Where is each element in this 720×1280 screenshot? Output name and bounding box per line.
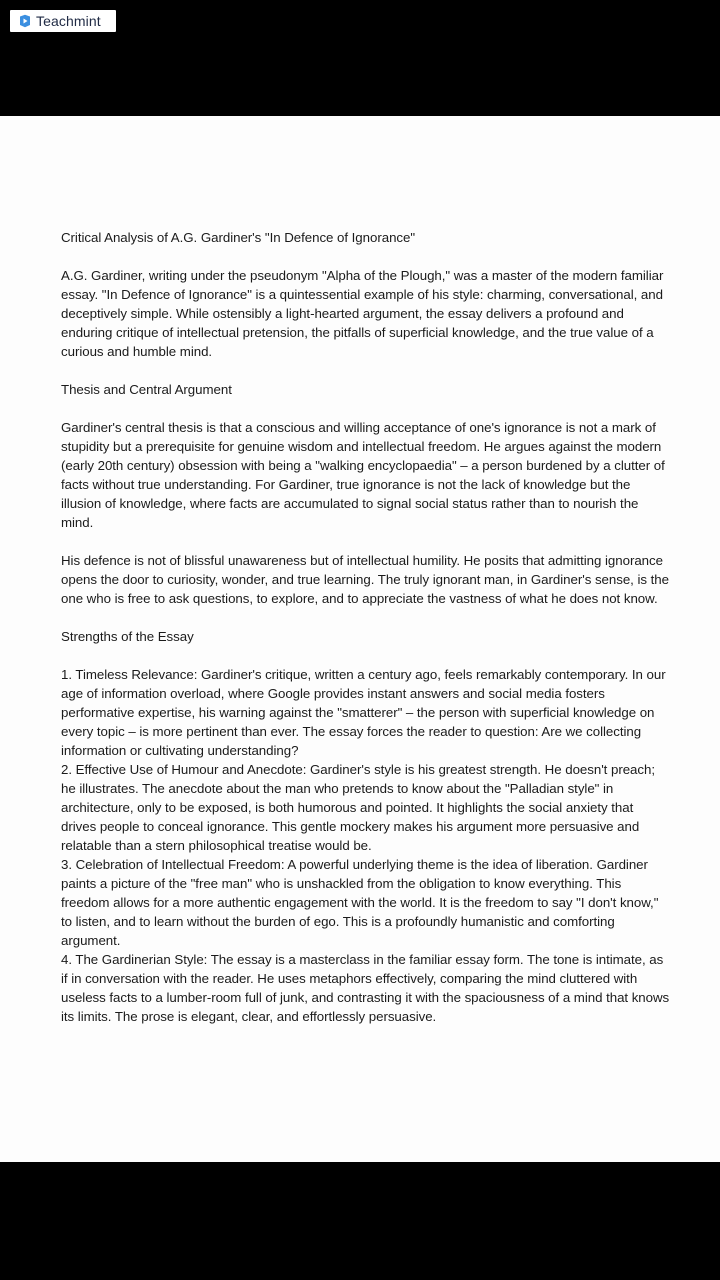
list-item: 1. Timeless Relevance: Gardiner's critique, written a century ago, feels remarkably contemporary. In our age of information overload, where Google provides instant answers and social media fosters performative expertise, his warning against the "smatterer" – the person with superficial knowledge on every topic – is more pertinent than ever. The essay forces the reader to question: Are we collecting information or cultivating understanding? bbox=[61, 667, 666, 758]
watermark-brand-text: Teachmint bbox=[36, 13, 101, 29]
list-item: 3. Celebration of Intellectual Freedom: A powerful underlying theme is the idea of liberation. Gardiner paints a picture of the "free man" who is unshackled from the obligation to know everything. This freedom allows for a more authentic engagement with the world. It is the freedom to say "I don't know," to listen, and to learn without the burden of ego. This is a profoundly humanistic and comforting argument. bbox=[61, 857, 659, 948]
top-letterbox bbox=[0, 0, 720, 116]
intro-paragraph: A.G. Gardiner, writing under the pseudonym "Alpha of the Plough," was a master of the modern familiar essay. "In Defence of Ignorance" is a quintessential example of his style: charming, conversational, and deceptively simple. While ostensibly a light-hearted argument, the essay delivers a profound and enduring critique of intellectual pretension, the pitfalls of superficial knowledge, and the true value of a curious and humble mind. bbox=[61, 268, 664, 359]
strengths-list bbox=[61, 665, 671, 1026]
list-item: 4. The Gardinerian Style: The essay is a masterclass in the familiar essay form. The tone is intimate, as if in conversation with the reader. He uses metaphors effectively, comparing the mind cluttered with useless facts to a lumber-room full of junk, and contrasting it with the spaciousness of a mind that knows its limits. The prose is elegant, clear, and effortlessly persuasive. bbox=[61, 952, 670, 1024]
thesis-paragraph-2: His defence is not of blissful unawareness but of intellectual humility. He posits that admitting ignorance opens the door to curiosity, wonder, and true learning. The truly ignorant man, in Gardiner's sense, is the one who is free to ask questions, to explore, and to appreciate the vastness of what he does not know. bbox=[61, 553, 669, 606]
teachmint-logo-icon bbox=[18, 14, 32, 28]
document-title: Critical Analysis of A.G. Gardiner's "In Defence of Ignorance" bbox=[61, 230, 416, 245]
section-heading-strengths: Strengths of the Essay bbox=[61, 629, 194, 644]
bottom-letterbox bbox=[0, 1162, 720, 1280]
list-item: 2. Effective Use of Humour and Anecdote: Gardiner's style is his greatest strength. He doesn't preach; he illustrates. The anecdote about the man who pretends to know about the "Palladian style" in architecture, only to be exposed, is both humorous and pointed. It highlights the social anxiety that drives people to conceal ignorance. This gentle mockery makes his argument more persuasive and relatable than a stern philosophical treatise would be. bbox=[61, 762, 655, 853]
document-page bbox=[0, 116, 720, 1162]
section-heading-thesis: Thesis and Central Argument bbox=[61, 382, 232, 397]
teachmint-watermark bbox=[10, 10, 116, 32]
thesis-paragraph-1: Gardiner's central thesis is that a conscious and willing acceptance of one's ignorance is not a mark of stupidity but a prerequisite for genuine wisdom and intellectual freedom. He argues against the modern (early 20th century) obsession with being a "walking encyclopaedia" – a person burdened by a clutter of facts without true understanding. For Gardiner, true ignorance is not the lack of knowledge but the illusion of knowledge, where facts are accumulated to signal social status rather than to nourish the mind. bbox=[61, 420, 665, 530]
document-content bbox=[61, 228, 671, 1026]
